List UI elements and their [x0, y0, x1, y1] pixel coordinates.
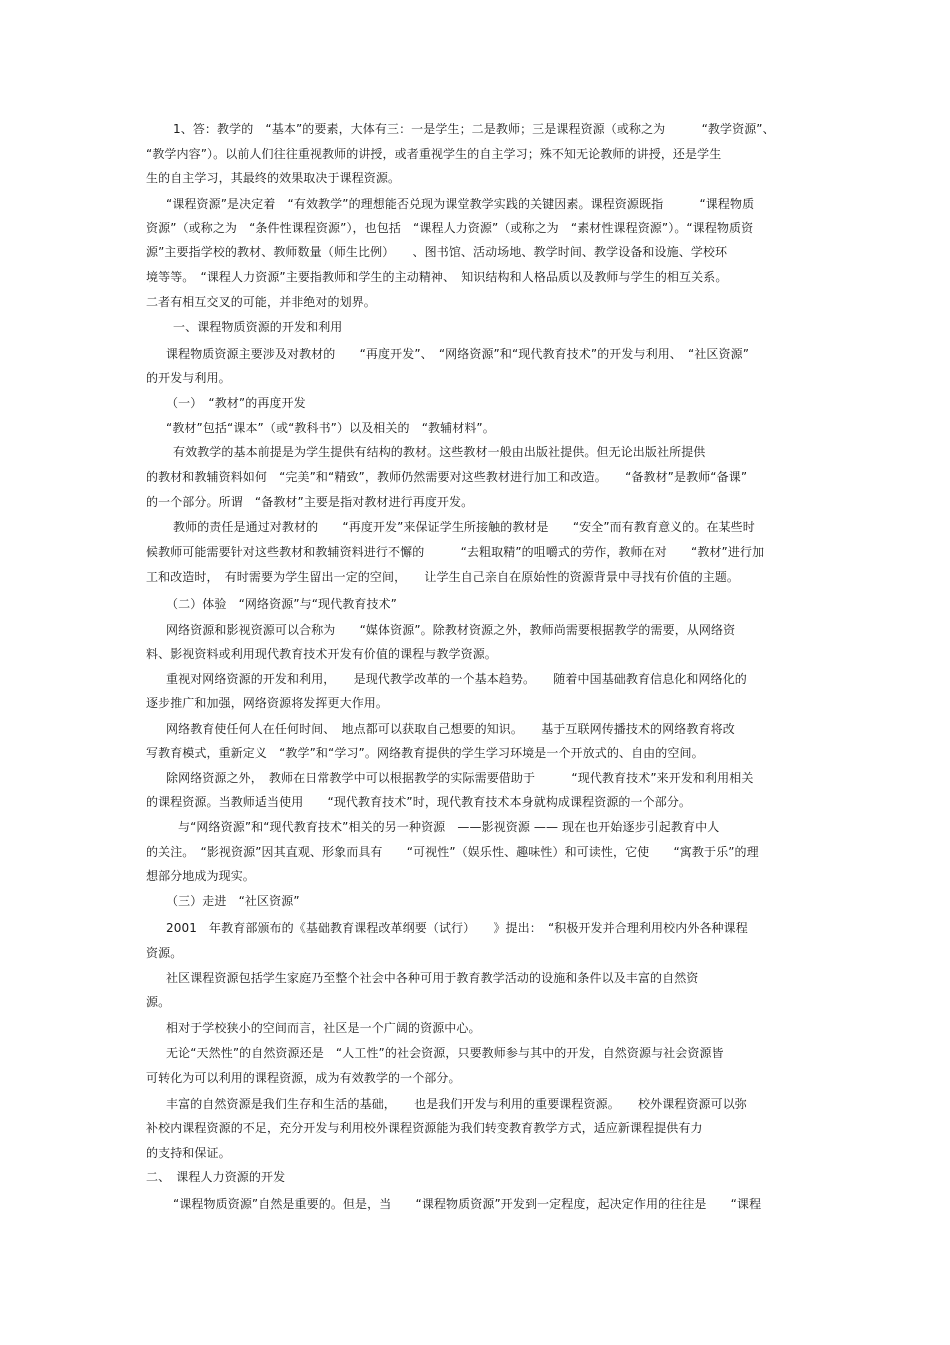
subsection-heading: （三）走进 “社区资源”: [166, 894, 300, 908]
paragraph-line: “教学内容”）。以前人们往往重视教师的讲授，或者重视学生的自主学习；殊不知无论教师的讲授，还是学生: [146, 147, 722, 161]
paragraph-line: 相对于学校狭小的空间而言，社区是一个广阔的资源中心。: [166, 1021, 481, 1035]
paragraph-line: 的支持和保证。: [146, 1146, 231, 1160]
paragraph-line: 资源。: [146, 946, 183, 960]
paragraph-line: 源”主要指学校的教材、教师数量（师生比例） 、图书馆、活动场地、教学时间、教学设备和设施、学校环: [146, 245, 728, 259]
paragraph-line: 课程物质资源主要涉及对教材的 “再度开发”、 “网络资源”和“现代教育技术”的开发与利用、 “社区资源”: [166, 347, 750, 361]
paragraph-line: 教师的责任是通过对教材的 “再度开发”来保证学生所接触的教材是 “安全”而有教育意义的。在某些时: [173, 520, 755, 534]
paragraph-line: 的关注。 “影视资源”因其直观、形象而具有 “可视性”（娱乐性、趣味性）和可读性，它使 “寓教于乐”的理: [146, 845, 759, 859]
paragraph-line: 写教育模式，重新定义 “教学”和“学习”。网络教育提供的学生学习环境是一个开放式的、自由的空间。: [146, 746, 704, 760]
paragraph-line: 可转化为可以利用的课程资源，成为有效教学的一个部分。: [146, 1071, 461, 1085]
paragraph-line: 丰富的自然资源是我们生存和生活的基础， 也是我们开发与利用的重要课程资源。 校外课程资源可以弥: [166, 1097, 747, 1111]
paragraph-line: “教材”包括“课本”（或“教科书”）以及相关的 “教辅材料”。: [166, 421, 495, 435]
paragraph-line: 源。: [146, 995, 171, 1009]
paragraph-line: 的课程资源。当教师适当使用 “现代教育技术”时，现代教育技术本身就构成课程资源的一个部分。: [146, 795, 692, 809]
paragraph-line: 补校内课程资源的不足，充分开发与利用校外课程资源能为我们转变教育教学方式，适应新课程提供有力: [146, 1121, 703, 1135]
paragraph-line: 的一个部分。所谓 “备教材”主要是指对教材进行再度开发。: [146, 495, 474, 509]
paragraph-line: 逐步推广和加强，网络资源将发挥更大作用。: [146, 696, 389, 710]
subsection-heading: （二）体验 “网络资源”与“现代教育技术”: [166, 597, 397, 611]
paragraph-line: “课程资源”是决定着 “有效教学”的理想能否兑现为课堂教学实践的关键因素。课程资源既指 “课程物质: [166, 197, 755, 211]
paragraph-line: 1、答：教学的 “基本”的要素，大体有三：一是学生；二是教师；三是课程资源（或称之为 “教学资源”、: [173, 122, 775, 136]
paragraph-line: 无论“天然性”的自然资源还是 “人工性”的社会资源，只要教师参与其中的开发，自然资源与社会资源皆: [166, 1046, 724, 1060]
paragraph-line: 的开发与利用。: [146, 371, 231, 385]
subsection-heading: （一） “教材”的再度开发: [166, 396, 306, 410]
paragraph-line: “课程物质资源”自然是重要的。但是，当 “课程物质资源”开发到一定程度，起决定作用的往往是 “课程: [173, 1197, 762, 1211]
paragraph-line: 料、影视资料或利用现代教育技术开发有价值的课程与教学资源。: [146, 647, 497, 661]
paragraph-line: 社区课程资源包括学生家庭乃至整个社会中各种可用于教育教学活动的设施和条件以及丰富的自然资: [166, 971, 699, 985]
paragraph-line: 网络教育使任何人在任何时间、 地点都可以获取自己想要的知识。 基于互联网传播技术的网络教育将改: [166, 722, 735, 736]
paragraph-line: 二者有相互交叉的可能，并非绝对的划界。: [146, 295, 376, 309]
paragraph-line: 生的自主学习，其最终的效果取决于课程资源。: [146, 171, 401, 185]
paragraph-line: 重视对网络资源的开发和利用， 是现代教学改革的一个基本趋势。 随着中国基础教育信息化和网络化的: [166, 672, 747, 686]
paragraph-line: 资源”（或称之为 “条件性课程资源”），也包括 “课程人力资源”（或称之为 “素材性课程资源”）。“课程物质资: [146, 221, 754, 235]
paragraph-line: 工和改造时， 有时需要为学生留出一定的空间， 让学生自己亲自在原始性的资源背景中寻找有价值的主题。: [146, 570, 740, 584]
section-heading: 二、 课程人力资源的开发: [146, 1170, 286, 1184]
paragraph-line: 除网络资源之外， 教师在日常教学中可以根据教学的实际需要借助于 “现代教育技术”来开发和利用相关: [166, 771, 754, 785]
paragraph-line: 网络资源和影视资源可以合称为 “媒体资源”。除教材资源之外，教师尚需要根据教学的需要，从网络资: [166, 623, 736, 637]
paragraph-line: 2001 年教育部颁布的《基础教育课程改革纲要（试行） 》提出： “积极开发并合理利用校内外各种课程: [166, 921, 748, 935]
paragraph-line: 的教材和教辅资料如何 “完美”和“精致”，教师仍然需要对这些教材进行加工和改造。 “备教材”是教师“备课”: [146, 470, 748, 484]
paragraph-line: 境等等。 “课程人力资源”主要指教师和学生的主动精神、 知识结构和人格品质以及教师与学生的相互关系。: [146, 270, 728, 284]
paragraph-line: 与“网络资源”和“现代教育技术”相关的另一种资源 ——影视资源 —— 现在也开始逐步引起教育中人: [178, 820, 720, 834]
paragraph-line: 候教师可能需要针对这些教材和教辅资料进行不懈的 “去粗取精”的咀嚼式的劳作，教师在对 “教材”进行加: [146, 545, 765, 559]
paragraph-line: 想部分地成为现实。: [146, 869, 255, 883]
section-heading: 一、课程物质资源的开发和利用: [173, 320, 343, 334]
paragraph-line: 有效教学的基本前提是为学生提供有结构的教材。这些教材一般由出版社提供。但无论出版社所提供: [173, 445, 706, 459]
